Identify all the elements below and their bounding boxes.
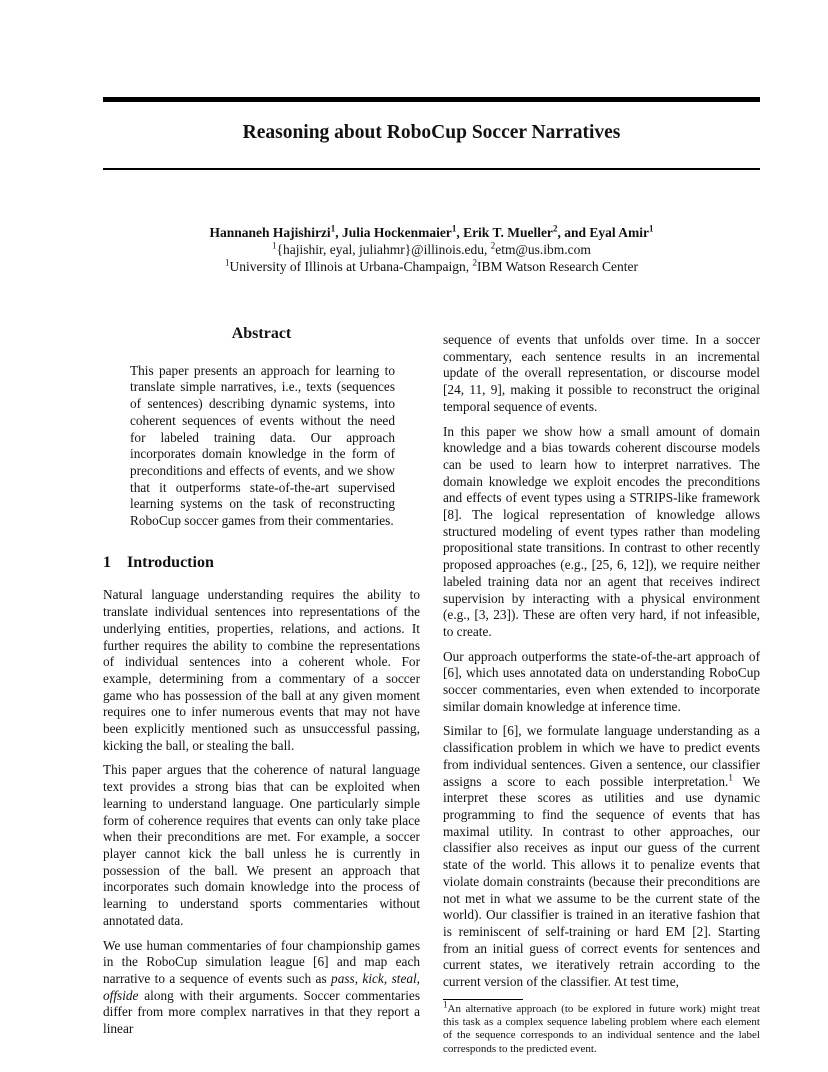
author-block [103,224,760,275]
affiliation-2: IBM Watson Research Center [476,259,638,274]
affiliation-1: University of Illinois at Urbana-Champaign, [229,259,470,274]
intro-paragraph-4: sequence of events that unfolds over time. In a soccer commentary, each sentence results in an incremental update of the overall representation, or discourse model [24, 11, 9], making it possible to reconstruct the original temporal sequence of events. [443,332,760,414]
author-affiliations: $^1$University of Illinois at Urbana-Champaign, $^2$IBM Watson Research Center [225,257,638,274]
abstract-heading: Abstract [231,325,292,342]
right-column [443,332,760,1056]
intro-paragraph-6: Our approach outperforms the state-of-the-art approach of [6], which uses annotated data on understanding RoboCup soccer commentaries, even when extended to incorporate similar domain knowledge at inference time. [443,648,760,714]
paper-title: Reasoning about RoboCup Soccer Narratives [242,122,621,143]
top-rule [103,97,760,102]
footnote: $^1$An alternative approach (to be explored in future work) might treat this task as a complex sequence labeling problem where each element of the sequence corresponds to an individual sentence and the label corresponds to the predicted event. [443,999,760,1055]
intro-paragraph-7: Similar to [6], we formulate language understanding as a classification problem in which we have to predict events from individual sentences. Given a sentence, our classifier assigns a score to each possible interpretation.$^1$ We interpret these scores as utilities and use dynamic programming to find the sequence of events that has maximal utility. In contrast to other approaches, our classifier also receives as input our guess of the current state of the world. This allows it to penalize events that violate domain constraints (because their preconditions are not met in what we assume to be the current state of the world). Our classifier is trained in an iterative fashion that is reminiscent of self-training or hard EM [2]. Starting from an initial guess of correct events for sentences and current states, we iteratively retrain according to the current version of the classifier. At test time, [443,723,760,990]
title-rule [103,168,760,170]
author-emails: $^1${hajishir, eyal, juliahmr}@illinois.edu, $^2$etm@us.ibm.com [272,240,591,257]
author-3: Erik T. Mueller [463,225,553,240]
author-1: Hannaneh Hajishirzi [209,225,331,240]
author-names: Hannaneh Hajishirzi$^1$, Julia Hockenmaier$^1$, Erik T. Mueller$^2$, and Eyal Amir$^1$ [209,223,654,240]
email-2: etm@us.ibm.com [495,242,591,257]
abstract [130,363,395,530]
intro-paragraph-5: In this paper we show how a small amount of domain knowledge and a bias towards coherent discourse models can be used to learn how to interpret narratives. The domain knowledge we exploit encodes the preconditions and effects of event types using a STRIPS-like framework [8]. The logical representation of knowledge allows structured modeling of event types rather than modeling propositional state transitions. In contrast to other recently proposed approaches (e.g., [25, 6, 12]), we require neither labeled training data nor an agent that receives indirect supervision by interacting with a physical environment (e.g., [3, 23]). These are often very hard, if not infeasible, to create. [443,423,760,639]
footnote-rule [443,999,523,1000]
email-1: {hajishir, eyal, juliahmr}@illinois.edu, [276,242,488,257]
left-column [103,326,420,1046]
author-2: Julia Hockenmaier [341,225,452,240]
abstract-text: This paper presents an approach for learning to translate simple narratives, i.e., texts (sequences of sentences) describing dynamic systems, into coherent sequences of events without the need for labeled training data. Our approach incorporates domain knowledge in the form of preconditions and effects of events, and we show that it outperforms state-of-the-art supervised learning systems on the task of reconstructing RoboCup soccer games from their commentaries. [130,362,395,529]
intro-paragraph-1: Natural language understanding requires the ability to translate individual sentences into representations of the underlying entities, properties, relations, and actions. It further requires the ability to combine the representations of individual sentences into a coherent whole. For example, determining from a commentary of a soccer game who has possession of the ball at any given moment requires one to infer numerous events that may not have been explicitly mentioned such as unsuccessful passing, kicking the ball, or stealing the ball. [103,587,420,753]
section-heading-introduction: 1 Introduction [103,553,214,571]
intro-paragraph-3: We use human commentaries of four championship games in the RoboCup simulation league [6] and map each narrative to a sequence of events such as pass, kick, steal, offside along with their arguments. Soccer commentaries differ from more complex narratives in that they report a linear [103,937,421,1037]
intro-paragraph-2: This paper argues that the coherence of natural language text provides a strong bias that can be exploited when learning to understand language. One particularly simple form of coherence requires that events can only take place when their preconditions are met. For example, a soccer player cannot kick the ball unless he is currently in possession of the ball. We present an approach that incorporates such domain knowledge into the process of learning to understand sports commentaries without annotated data. [103,762,420,928]
author-4: and Eyal Amir [564,225,649,240]
